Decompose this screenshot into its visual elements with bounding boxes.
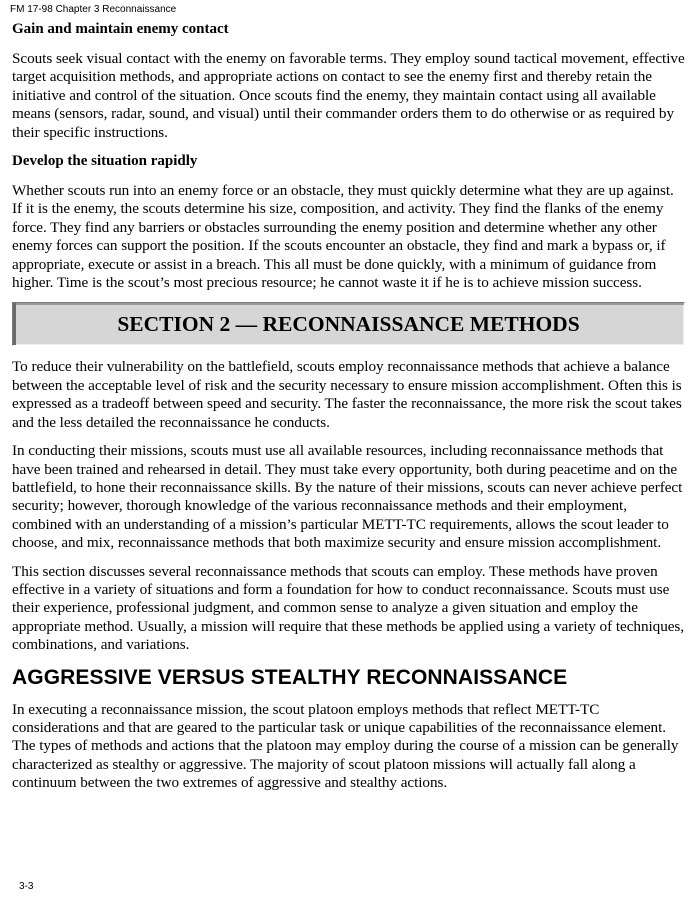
heading-aggressive-vs-stealthy: AGGRESSIVE VERSUS STEALTHY RECONNAISSANCE xyxy=(12,665,568,689)
section-banner xyxy=(12,302,685,346)
paragraph-gain-contact: Scouts seek visual contact with the enemy on favorable terms. They employ sound tactical movement, effective target acquisition methods, and appropriate actions on contact to see the enemy first and thereby retain the initiative and control of the situation. Once scouts find the enemy, they maintain contact using all available means (sensors, radar, sound, and visual) until their commander orders them to do otherwise or as required by their specific instructions. xyxy=(12,50,685,141)
section-title: SECTION 2 — RECONNAISSANCE METHODS xyxy=(117,312,580,337)
page-content xyxy=(12,20,687,803)
heading-gain-maintain-contact: Gain and maintain enemy contact xyxy=(12,21,229,37)
paragraph-develop-situation: Whether scouts run into an enemy force or an obstacle, they must quickly determine what they are up against. If it is the enemy, the scouts determine his size, composition, and activity. They find the flanks of the enemy force. They find any barriers or obstacles surrounding the enemy position and determine whether any other enemy forces can support the position. If the scouts encounter an obstacle, they find and mark a bypass or, if appropriate, execute or assist in a breach. This all must be done quickly, with a minimum of guidance from higher. Time is the scout’s most precious resource; he cannot waste it if he is to achieve mission success. xyxy=(12,182,674,292)
heading-develop-situation: Develop the situation rapidly xyxy=(12,153,198,170)
paragraph-recon-methods-3: This section discusses several reconnaissance methods that scouts can employ. These methods have proven effective in a variety of situations and form a foundation for how to conduct reconnaissance. Scouts must use their experience, professional judgment, and common sense to analyze a given situation and employ the appropriate method. Usually, a mission will require that these methods be applied using a variety of techniques, combinations, and variations. xyxy=(12,562,685,654)
banner-left-bar xyxy=(13,303,16,345)
running-header: FM 17-98 Chapter 3 Reconnaissance xyxy=(10,4,177,15)
paragraph-recon-methods-1: To reduce their vulnerability on the battlefield, scouts employ reconnaissance methods that achieve a balance between the acceptable level of risk and the security necessary to ensure mission accomplishment. Often this is expressed as a tradeoff between speed and security. The faster the reconnaissance, the more risk the scout takes and the less detailed the reconnaissance he conducts. xyxy=(12,358,682,431)
paragraph-recon-methods-2: In conducting their missions, scouts must use all available resources, including reconnaissance methods that have been trained and rehearsed in detail. They must take every opportunity, both during peacetime and on the battlefield, to hone their reconnaissance skills. By the nature of their missions, scouts can never achieve perfect security; however, thorough knowledge of the various reconnaissance methods and their employment, combined with an understanding of a mission’s particular METT-TC requirements, allows the scout leader to choose, and mix, reconnaissance methods that both maximize security and ensure mission accomplishment. xyxy=(12,442,683,552)
page-number: 3-3 xyxy=(19,881,34,892)
paragraph-aggressive-vs-stealthy: In executing a reconnaissance mission, the scout platoon employs methods that reflect METT-TC considerations and that are geared to the particular task or unique capabilities of the reconnaissance element. The types of methods and actions that the platoon may employ during the course of a mission can be generally characterized as stealthy or aggressive. The majority of scout platoon missions will actually fall along a continuum between the two extremes of aggressive and stealthy actions. xyxy=(12,700,679,792)
